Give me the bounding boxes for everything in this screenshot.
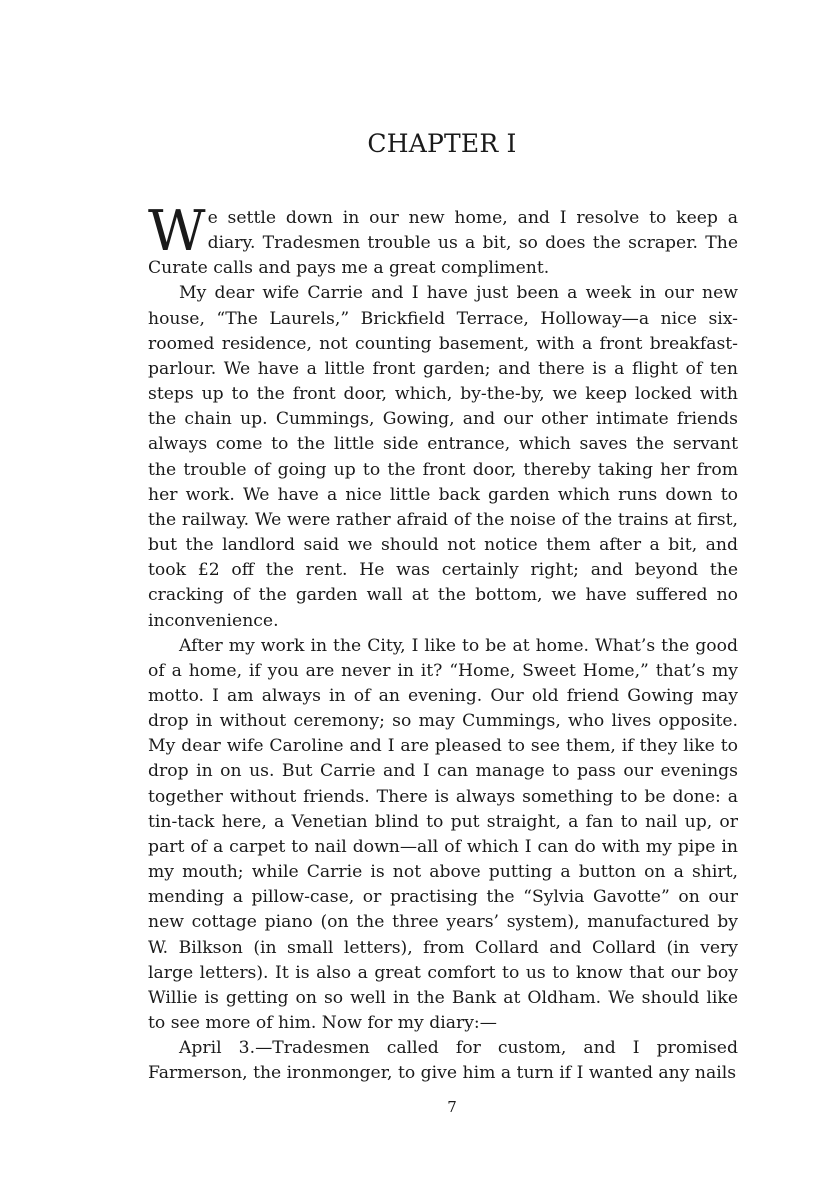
body-text	[148, 199, 738, 1086]
paragraph-4: April 3.—Tradesmen called for custom, and I promised Farmerson, the ironmonger, to give him a turn if I wanted any nails	[148, 1038, 738, 1084]
chapter-title: CHAPTER I	[367, 129, 517, 158]
paragraph-3: After my work in the City, I like to be at home. What’s the good of a home, if you are never in it? “Home, Sweet Home,” that’s my motto. I am always in of an evening. Our old friend Gowing may drop in without ceremony; so may Cummings, who lives opposite. My dear wife Caroline and I are pleased to see them, if they like to drop in on us. But Carrie and I can manage to pass our evenings together without friends. There is always something to be done: a tin-tack here, a Venetian blind to put straight, a fan to nail up, or part of a carpet to nail down—all of which I can do with my pipe in my mouth; while Carrie is not above putting a button on a shirt, mending a pillow-case, or practising the “Sylvia Gavotte” on our new cottage piano (on the three years’ system), manufactured by W. Bilkson (in small letters), from Collard and Collard (in very large letters). It is also a great comfort to us to know that our boy Willie is getting on so well in the Bank at Oldham. We should like to see more of him. Now for my diary:—	[148, 635, 738, 1033]
page-number: 7	[447, 1098, 457, 1116]
drop-cap: W	[148, 199, 206, 264]
paragraph-2: My dear wife Carrie and I have just been a week in our new house, “The Laurels,” Brickfield Terrace, Holloway—a nice six-roomed residence, not counting basement, with a front breakfast-parlour. We have a little front garden; and there is a flight of ten steps up to the front door, which, by-the-by, we keep locked with the chain up. Cummings, Gowing, and our other intimate friends always come to the little side entrance, which saves the servant the trouble of going up to the front door, thereby taking her from her work. We have a nice little back garden which runs down to the railway. We were rather afraid of the noise of the trains at first, but the landlord said we should not notice them after a bit, and took £2 off the rent. He was certainly right; and beyond the cracking of the garden wall at the bottom, we have suffered no inconvenience.	[148, 283, 738, 631]
paragraph-1	[148, 199, 738, 281]
paragraph-1-text: e settle down in our new home, and I resolve to keep a diary. Tradesmen trouble us a bit, so does the scraper. The Curate calls and pays me a great compliment.	[148, 208, 738, 279]
